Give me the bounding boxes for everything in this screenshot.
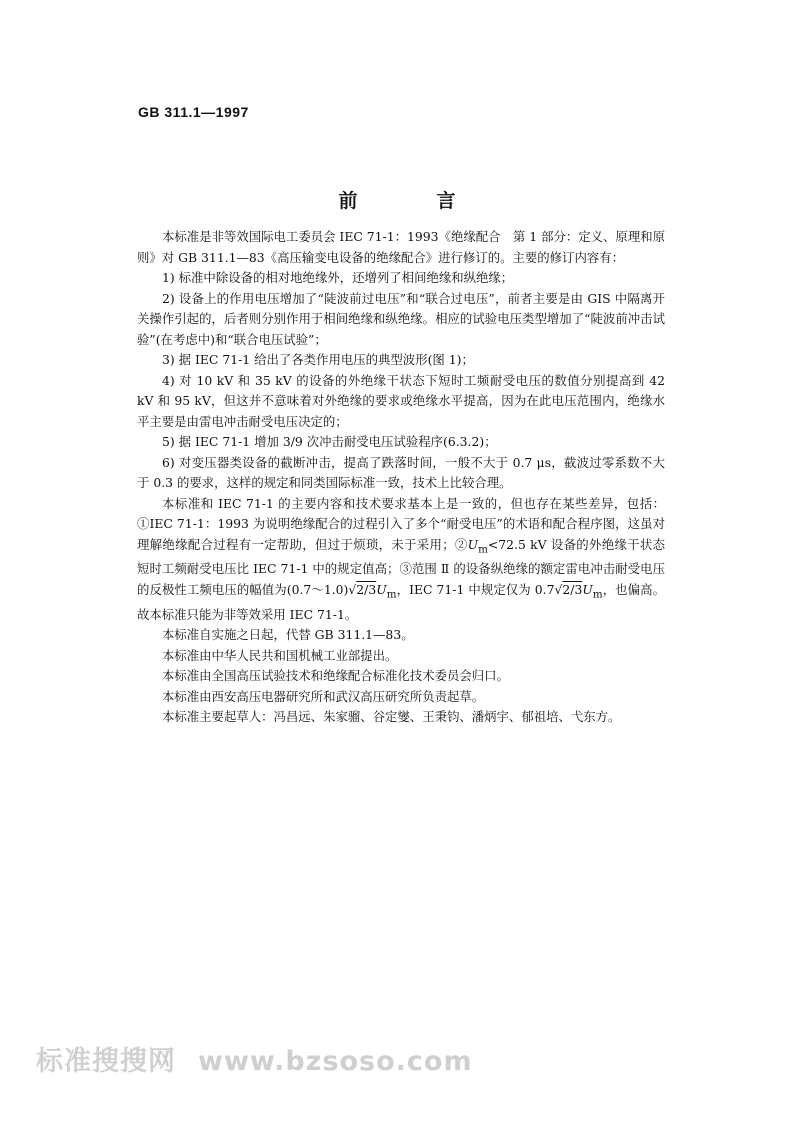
differences-tail: ，也偏高。故本标准只能为非等效采用 IEC 71-1。 bbox=[137, 581, 665, 622]
differences-lead: 本标准和 IEC 71-1 的主要内容和技术要求基本上是一致的，但也存在某些差异，包括：①IEC 71-1：1993 为说明绝缘配合的过程引入了多个“耐受电压”的术语和配合程序图，这虽对理解绝缘配合过程有一定帮助，但过于烦琐，未于采用；② bbox=[137, 495, 665, 552]
committee-note: 本标准由全国高压试验技术和绝缘配合标准化技术委员会归口。 bbox=[162, 668, 509, 684]
replacement-note: 本标准自实施之日起，代替 GB 311.1—83。 bbox=[162, 627, 414, 643]
watermark-site-name: 标准搜搜网 bbox=[36, 1046, 176, 1077]
sqrt-radicand: 2/3 bbox=[562, 581, 583, 597]
differences-paragraph bbox=[137, 494, 665, 626]
um-subscript: m bbox=[592, 588, 603, 601]
revision-item-2: 2) 设备上的作用电压增加了“陡波前过电压”和“联合过电压”，前者主要是由 GIS 中隔离开关操作引起的，后者则分别作用于相间绝缘和纵绝缘。相应的试验电压类型增加了“陡波前冲击试验”(在考虑中)和“联合电压试验”； bbox=[137, 290, 665, 347]
sqrt-symbol: √ bbox=[348, 581, 357, 597]
um-symbol: U bbox=[467, 536, 479, 552]
um-subscript: m bbox=[478, 542, 488, 555]
differences-part2: <72.5 kV 设备的外绝缘干状态短时工频耐受电压比 IEC 71-1 中的规定值高；③范围 Ⅱ 的设备纵绝缘的额定雷电冲击耐受电压的反极性工频电压的幅值为(0.7～1.0) bbox=[137, 536, 665, 597]
um-subscript: m bbox=[386, 588, 397, 601]
sqrt-symbol: √ bbox=[554, 581, 563, 597]
standard-code: GB 311.1—1997 bbox=[138, 104, 249, 120]
drafting-unit-note: 本标准由西安高压电器研究所和武汉高压研究所负责起草。 bbox=[162, 688, 485, 704]
watermark bbox=[36, 1039, 495, 1078]
sqrt-radicand: 2/3 bbox=[356, 581, 377, 597]
um-symbol: U bbox=[376, 581, 387, 597]
drafters-note: 本标准主要起草人：冯昌远、朱家骝、谷定燮、王秉钧、潘炳宇、郁祖培、弋东方。 bbox=[162, 709, 621, 725]
revision-item-5: 5) 据 IEC 71-1 增加 3/9 次冲击耐受电压试验程序(6.3.2)； bbox=[162, 434, 497, 449]
revision-item-6: 6) 对变压器类设备的截断冲击，提高了跌落时间，一般不大于 0.7 μs，截波过零系数不大于 0.3 的要求，这样的规定和同类国际标准一致，技术上比较合理。 bbox=[137, 454, 665, 490]
differences-part3: ，IEC 71-1 中规定仅为 0.7 bbox=[396, 581, 555, 597]
revision-item-1: 1) 标准中除设备的相对地绝缘外，还增列了相间绝缘和纵绝缘； bbox=[162, 270, 514, 285]
proposer-note: 本标准由中华人民共和国机械工业部提出。 bbox=[162, 647, 398, 663]
section-title: 前 言 bbox=[338, 190, 486, 212]
um-symbol: U bbox=[582, 581, 593, 597]
intro-paragraph: 本标准是非等效国际电工委员会 IEC 71-1：1993《绝缘配合 第 1 部分：定义、原理和原则》对 GB 311.1—83《高压输变电设备的绝缘配合》进行修订的。主要的修订内容有： bbox=[137, 229, 665, 265]
revision-item-3: 3) 据 IEC 71-1 给出了各类作用电压的典型波形(图 1)； bbox=[162, 352, 474, 367]
preface-body bbox=[137, 227, 665, 728]
revision-item-4: 4) 对 10 kV 和 35 kV 的设备的外绝缘干状态下短时工频耐受电压的数值分别提高到 42 kV 和 95 kV，但这并不意味着对外绝缘的要求或绝缘水平提高，因为在此电压范围内，绝缘水平主要是由雷电冲击耐受电压决定的； bbox=[137, 372, 665, 429]
watermark-url: www.bzsoso.com bbox=[198, 1046, 473, 1077]
